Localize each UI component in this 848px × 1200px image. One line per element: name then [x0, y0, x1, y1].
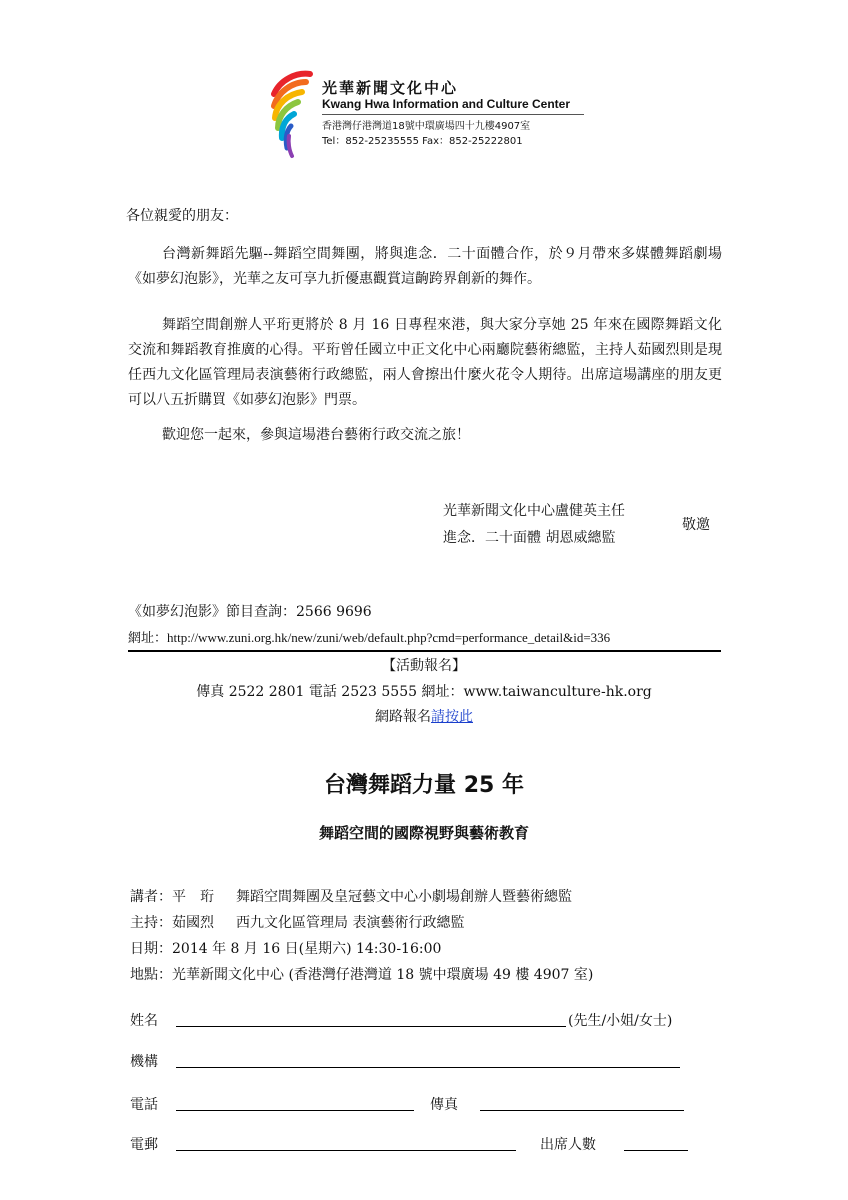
org-name-english: Kwang Hwa Information and Culture Center: [322, 97, 571, 111]
section-divider: [128, 650, 721, 652]
letter-paragraph: [128, 313, 722, 413]
name-label: 姓名: [130, 1013, 158, 1029]
online-registration-link[interactable]: 請按此: [431, 709, 473, 725]
header-divider: [322, 114, 584, 115]
signature-line: 光華新聞文化中心盧健英主任: [443, 503, 625, 519]
signature-line: 進念．二十面體 胡恩威總監: [443, 530, 616, 546]
signature-respectfully: 敬邀: [682, 517, 710, 533]
organization-label: 機構: [130, 1054, 158, 1070]
online-registration-label: 網路報名: [375, 709, 431, 725]
phone-field[interactable]: [176, 1110, 414, 1111]
letter-paragraph: [128, 242, 722, 292]
program-url: 網址：http://www.zuni.org.hk/new/zuni/web/default.php?cmd=performance_detail&id=336: [128, 630, 611, 645]
paragraph-text: 歡迎您一起來，參與這場港台藝術行政交流之旅！: [162, 427, 470, 443]
name-title-options: (先生/小姐/女士): [568, 1013, 673, 1029]
name-field[interactable]: [176, 1026, 566, 1027]
letter-paragraph: [128, 423, 722, 448]
rainbow-swirl-logo-icon: [266, 70, 316, 160]
host-label: 主持：茹國烈: [130, 915, 214, 931]
organization-field[interactable]: [176, 1067, 680, 1068]
registration-contact: 傳真 2522 2801 電話 2523 5555 網址：www.taiwanculture-hk.org: [196, 684, 652, 700]
org-tel-fax: Tel：852-25235555 Fax：852-25222801: [322, 136, 523, 147]
fax-label: 傳真: [430, 1097, 458, 1113]
registration-title: 【活動報名】: [382, 658, 466, 674]
event-title: 台灣舞蹈力量 25 年: [324, 773, 524, 798]
phone-label: 電話: [130, 1097, 158, 1113]
speaker-description: 舞蹈空間舞團及皇冠藝文中心小劇場創辦人暨藝術總監: [236, 889, 572, 905]
attendees-label: 出席人數: [540, 1137, 596, 1153]
event-host: [130, 912, 464, 932]
org-name-chinese: 光華新聞文化中心: [322, 79, 459, 97]
event-subtitle: 舞蹈空間的國際視野與藝術教育: [318, 824, 529, 842]
program-query: 《如夢幻泡影》節目查詢：2566 9696: [128, 604, 372, 620]
email-label: 電郵: [130, 1137, 158, 1153]
event-speaker: [130, 886, 572, 906]
email-field[interactable]: [176, 1150, 516, 1151]
attendees-field[interactable]: [624, 1150, 688, 1151]
fax-field[interactable]: [480, 1110, 684, 1111]
paragraph-text: 舞蹈空間創辦人平珩更將於 8 月 16 日專程來港，與大家分享她 25 年來在國際舞蹈文化交流和舞蹈教育推廣的心得。平珩曾任國立中正文化中心兩廳院藝術總監，主持人茹國烈則是現任西九文化區管理局表演藝術行政總監，兩人會擦出什麼火花令人期待。出席這場講座的朋友更可以八五折購買《如夢幻泡影》門票。: [128, 317, 722, 408]
paragraph-text: 台灣新舞蹈先驅--舞蹈空間舞團，將與進念．二十面體合作，於９月帶來多媒體舞蹈劇場《如夢幻泡影》，光華之友可享九折優惠觀賞這齣跨界創新的舞作。: [128, 246, 722, 287]
host-description: 西九文化區管理局 表演藝術行政總監: [236, 915, 465, 931]
salutation: 各位親愛的朋友：: [126, 208, 238, 224]
event-date: 日期：2014 年 8 月 16 日(星期六) 14:30-16:00: [130, 941, 442, 957]
org-address: 香港灣仔港灣道18號中環廣場四十九樓4907室: [322, 121, 531, 132]
speaker-label: 講者：平 珩: [130, 889, 214, 905]
online-registration: [0, 706, 848, 726]
event-venue: 地點：光華新聞文化中心 (香港灣仔港灣道 18 號中環廣場 49 樓 4907 室): [130, 967, 594, 983]
